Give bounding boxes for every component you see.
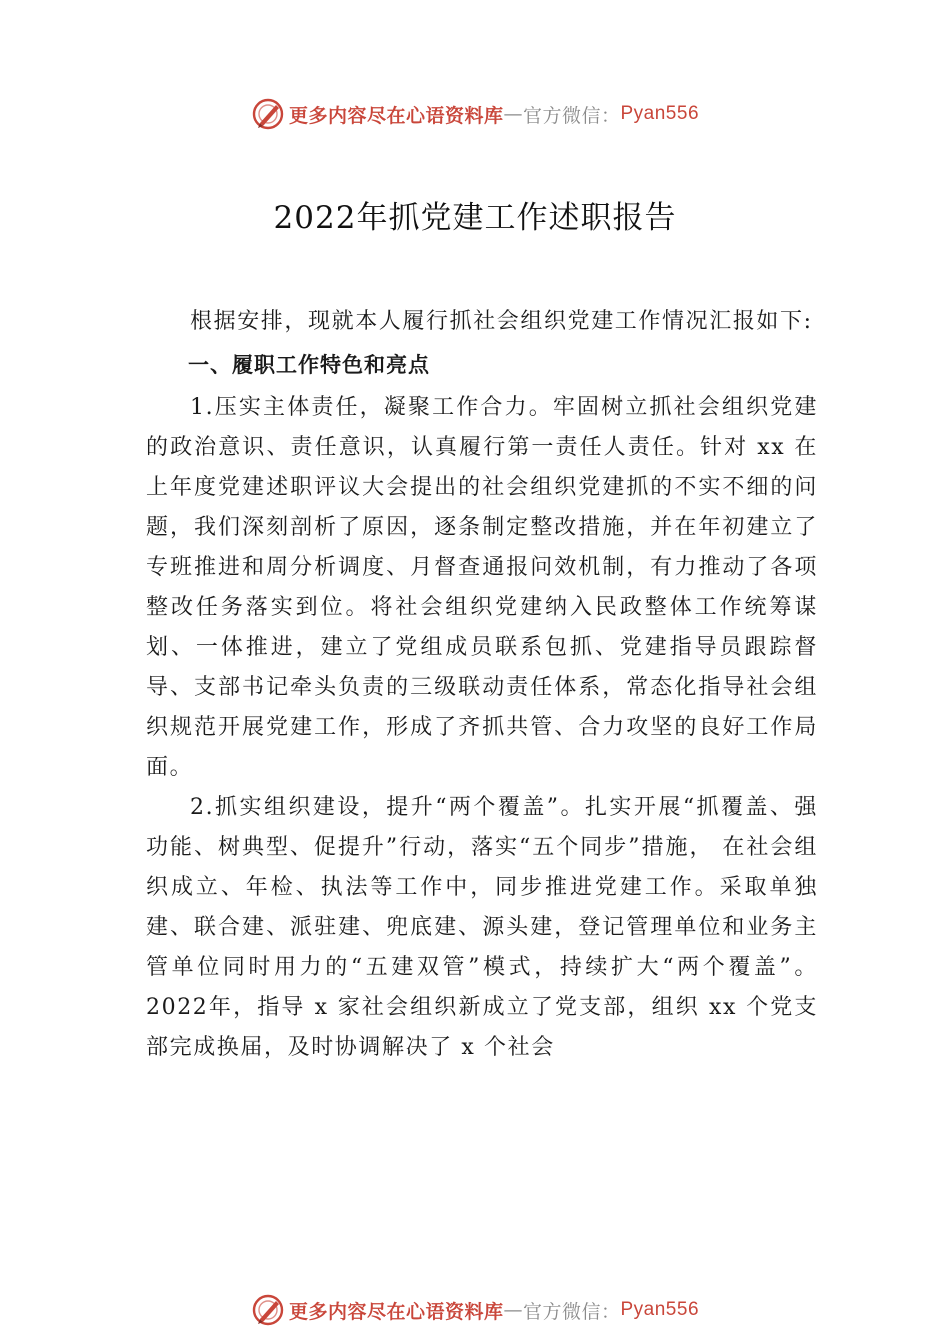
watermark-separator: — xyxy=(503,1299,523,1321)
brand-logo-icon xyxy=(251,1293,285,1327)
paragraph-2: 2.抓实组织建设，提升“两个覆盖”。扎实开展“抓覆盖、强功能、树典型、促提升”行动，落实“五个同步”措施， 在社会组织成立、年检、执法等工作中，同步推进党建工作。采取单独建、联合建、派驻建、兜底建、源头建，登记管理单位和业务主管单位同时用力的“五建双管”模式，持续扩大“两个覆盖”。2022年，指导 x 家社会组织新成立了党支部，组织 xx 个党支部完成换届，及时协调解决了 x 个社会 xyxy=(146,795,818,1060)
watermark-handle: Pyan556 xyxy=(620,103,700,124)
watermark-separator: — xyxy=(503,103,523,125)
document-title: 2022年抓党建工作述职报告 xyxy=(273,200,677,236)
section-heading: 一、履职工作特色和亮点 xyxy=(188,353,430,377)
header-watermark xyxy=(0,94,950,134)
document-body xyxy=(146,302,818,1068)
watermark-handle: Pyan556 xyxy=(620,1299,700,1320)
watermark-brand: 更多内容尽在心语资料库 xyxy=(288,1300,504,1323)
intro-paragraph: 根据安排，现就本人履行抓社会组织党建工作情况汇报如下: xyxy=(190,309,813,334)
watermark-official: 官方微信： xyxy=(522,1300,621,1323)
footer-watermark xyxy=(0,1290,950,1330)
watermark-brand: 更多内容尽在心语资料库 xyxy=(288,104,504,127)
brand-logo-icon xyxy=(251,97,285,131)
paragraph-1: 1.压实主体责任，凝聚工作合力。牢固树立抓社会组织党建的政治意识、责任意识，认真履行第一责任人责任。针对 xx 在上年度党建述职评议大会提出的社会组织党建抓的不实不细的问题，我们深刻剖析了原因，逐条制定整改措施，并在年初建立了专班推进和周分析调度、月督查通报问效机制，有力推动了各项整改任务落实到位。将社会组织党建纳入民政整体工作统筹谋划、一体推进，建立了党组成员联系包抓、党建指导员跟踪督导、支部书记牵头负责的三级联动责任体系，常态化指导社会组织规范开展党建工作，形成了齐抓共管、合力攻坚的良好工作局面。 xyxy=(146,395,818,780)
watermark-official: 官方微信： xyxy=(522,104,621,127)
